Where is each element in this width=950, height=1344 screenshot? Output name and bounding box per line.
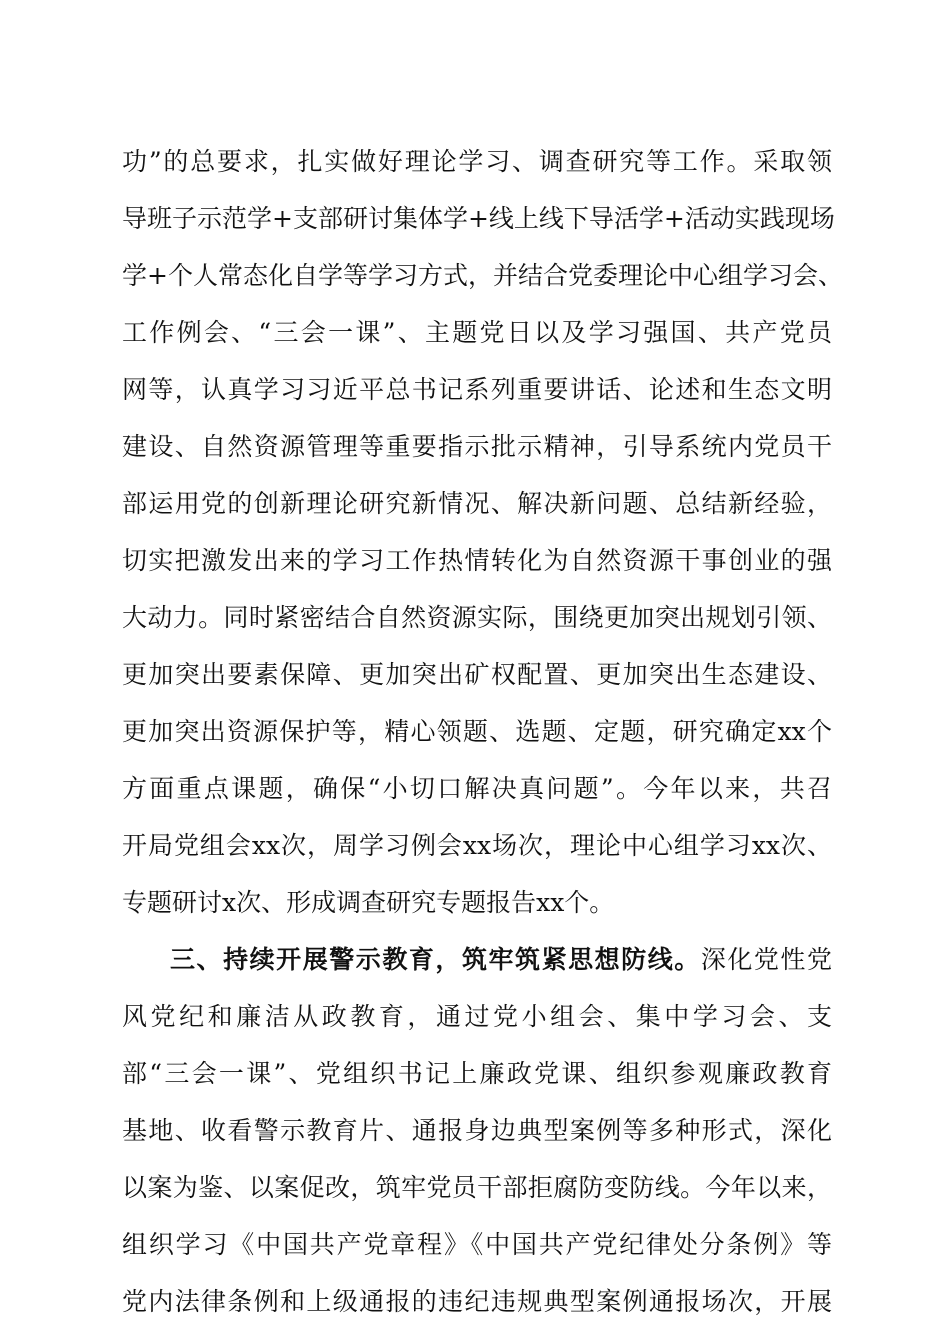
text-line: 大动力。同时紧密结合自然资源实际，围绕更加突出规划引领、 — [122, 603, 832, 632]
text-line: 切实把激发出来的学习工作热情转化为自然资源干事创业的强 — [122, 546, 832, 575]
text-line: 工作例会、“三会一课”、主题党日以及学习强国、共产党员 — [122, 318, 832, 347]
section-heading: 三、持续开展警示教育，筑牢筑紧思想防线。 — [170, 945, 701, 974]
text-line: 组织学习《中国共产党章程》《中国共产党纪律处分条例》等 — [122, 1230, 832, 1259]
text-line: 部运用党的创新理论研究新情况、解决新问题、总结新经验， — [122, 489, 832, 518]
text-line: 学+个人常态化自学等学习方式，并结合党委理论中心组学习会、 — [122, 261, 843, 290]
text-line: 网等，认真学习习近平总书记系列重要讲话、论述和生态文明 — [122, 375, 832, 404]
text-line: 导班子示范学+支部研讨集体学+线上线下导活学+活动实践现场 — [122, 204, 835, 233]
section-heading-continuation: 深化党性党 — [700, 945, 832, 974]
text-line: 基地、收看警示教育片、通报身边典型案例等多种形式，深化 — [122, 1116, 832, 1145]
text-line: 更加突出要素保障、更加突出矿权配置、更加突出生态建设、 — [122, 660, 832, 689]
text-line: 更加突出资源保护等，精心领题、选题、定题，研究确定xx个 — [122, 717, 832, 746]
text-line: 部“三会一课”、党组织书记上廉政党课、组织参观廉政教育 — [122, 1059, 832, 1088]
text-line: 方面重点课题，确保“小切口解决真问题”。今年以来，共召 — [122, 774, 832, 803]
text-line: 建设、自然资源管理等重要指示批示精神，引导系统内党员干 — [122, 432, 832, 461]
text-line: 风党纪和廉洁从政教育，通过党小组会、集中学习会、支 — [122, 1002, 832, 1031]
text-line: 党内法律条例和上级通报的违纪违规典型案例通报场次，开展 — [122, 1287, 832, 1316]
text-line: 以案为鉴、以案促改，筑牢党员干部拒腐防变防线。今年以来， — [122, 1173, 832, 1202]
text-line: 功”的总要求，扎实做好理论学习、调查研究等工作。采取领 — [122, 147, 832, 176]
paragraph-first-line — [170, 940, 832, 980]
text-line: 专题研讨x次、形成调查研究专题报告xx个。 — [122, 888, 615, 917]
text-line: 开局党组会xx次，周学习例会xx场次，理论中心组学习xx次、 — [122, 831, 832, 860]
